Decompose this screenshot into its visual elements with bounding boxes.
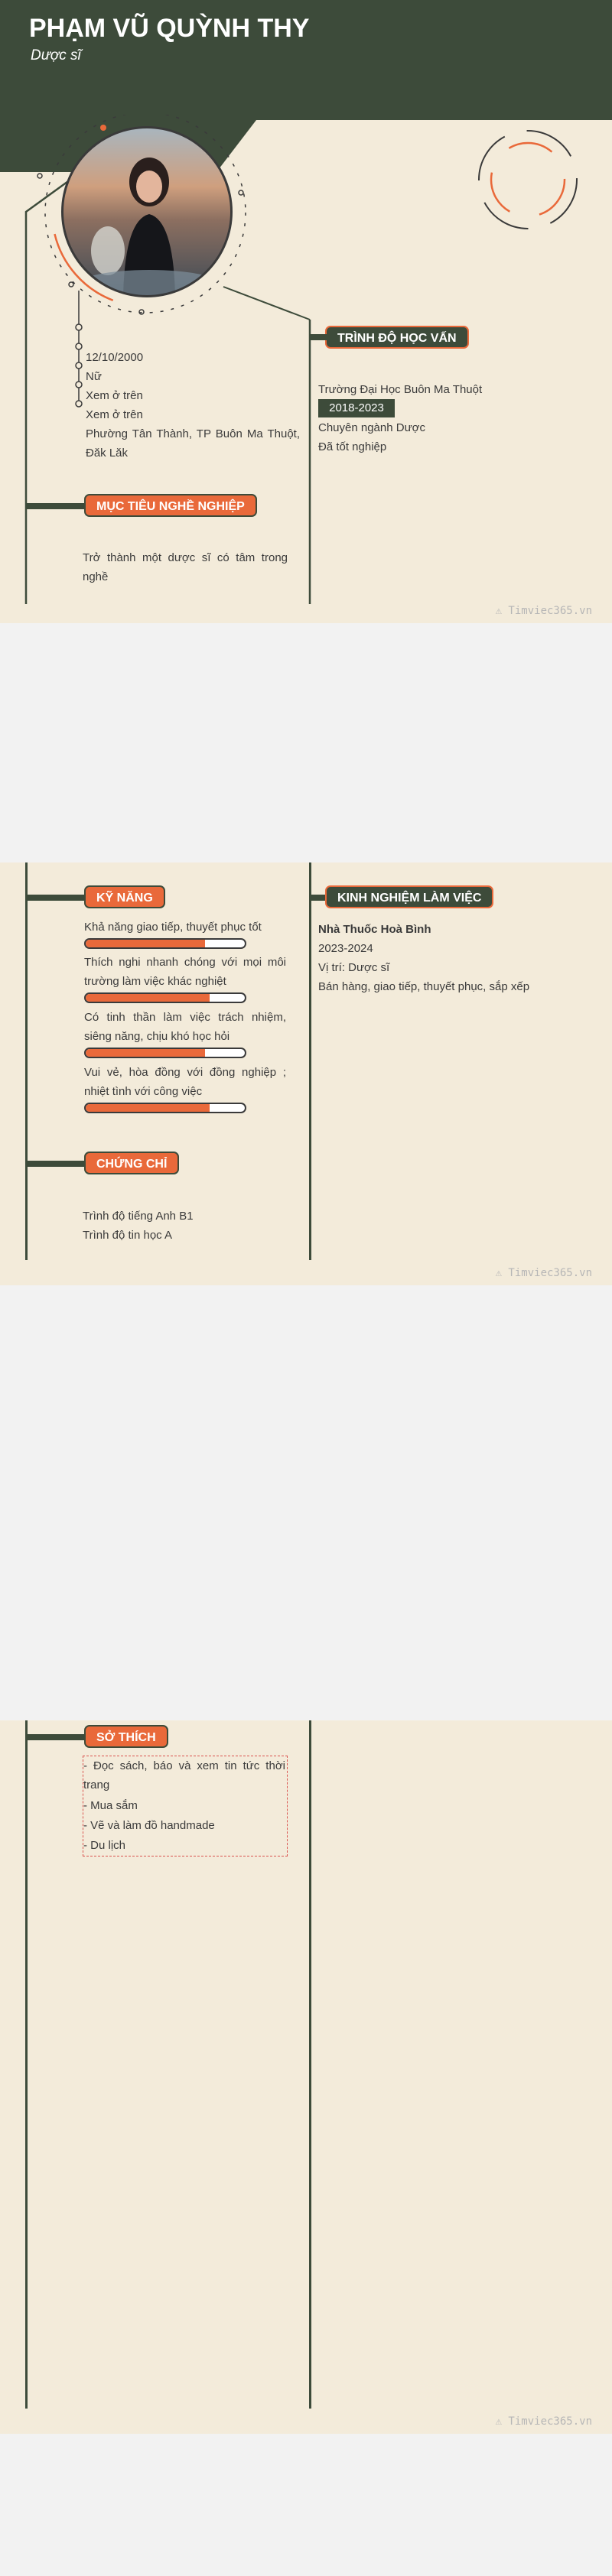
objective-text: Trở thành một dược sĩ có tâm trong nghề [83,551,288,583]
watermark: ⚠ Timviec365.vn [495,605,592,617]
address-value: Phường Tân Thành, TP Buôn Ma Thuột, Đăk Lăk [86,427,300,460]
skill-level-fill [86,940,205,947]
section-connector [26,895,87,901]
section-connector [26,503,87,509]
experience-period: 2023-2024 [318,942,373,955]
skill-level-bar [84,938,246,949]
hobby-item: - Mua sắm [83,1799,138,1812]
skill-level-bar [84,992,246,1003]
experience-position: Vị trí: Dược sĩ [318,961,390,974]
portrait-illustration [63,128,233,297]
watermark: ⚠ Timviec365.vn [495,1267,592,1279]
email-value: Xem ở trên [86,408,143,421]
timeline-line-left [25,1720,28,2409]
hobbies-box [83,1756,288,1856]
candidate-title: Dược sĩ [31,47,81,63]
certificates-heading: CHỨNG CHỈ [84,1152,179,1174]
hobby-item: - Du lịch [83,1839,126,1852]
section-connector [310,334,327,340]
cv-page-3 [0,1720,612,2434]
section-connector [26,1161,87,1167]
hobby-item: - Vẽ và làm đồ handmade [83,1819,215,1832]
certificate-item: Trình độ tin học A [83,1229,173,1242]
education-school: Trường Đại Học Buôn Ma Thuột [318,383,483,396]
skill-item-text: Thích nghi nhanh chóng với mọi môi trường làm việc khác nghiệt [84,956,286,988]
skill-level-fill [86,1049,205,1057]
education-heading: TRÌNH ĐỘ HỌC VẤN [325,326,469,349]
skill-level-bar [84,1048,246,1058]
experience-heading: KINH NGHIỆM LÀM VIỆC [325,885,493,908]
experience-description: Bán hàng, giao tiếp, thuyết phục, sắp xếp [318,980,530,993]
birthday-value: 12/10/2000 [86,351,144,364]
section-connector [26,1734,87,1740]
cv-page-2 [0,862,612,1285]
hobby-item: - Đọc sách, báo và xem tin tức thời trang [83,1759,285,1792]
objective-heading: MỤC TIÊU NGHỀ NGHIỆP [84,494,257,517]
phone-value: Xem ở trên [86,389,143,402]
skill-item-text: Khả năng giao tiếp, thuyết phục tốt [84,921,262,934]
skill-level-bar [84,1103,246,1113]
timeline-line-right [309,1720,311,2409]
candidate-name: PHẠM VŨ QUỲNH THY [29,14,310,43]
skill-item-text: Có tinh thần làm việc trách nhiệm, siêng năng, chịu khó học hỏi [84,1011,286,1043]
timeline-line-left [25,862,28,1260]
certificate-item: Trình độ tiếng Anh B1 [83,1210,194,1223]
section-connector [310,895,327,901]
skill-level-fill [86,994,210,1002]
education-period: 2018-2023 [318,399,395,417]
education-major: Chuyên ngành Dược [318,421,425,434]
skill-item-text: Vui vẻ, hòa đồng với đồng nghiệp ; nhiệt tình với công việc [84,1066,286,1098]
education-status: Đã tốt nghiệp [318,440,387,453]
cv-page-1 [0,0,612,623]
skills-heading: KỸ NĂNG [84,885,165,908]
gender-value: Nữ [86,370,102,383]
decorative-circles-icon [470,122,585,237]
watermark: ⚠ Timviec365.vn [495,2415,592,2428]
experience-company: Nhà Thuốc Hoà Bình [318,923,431,936]
skill-level-fill [86,1104,210,1112]
profile-photo [61,126,233,297]
timeline-line-right [309,862,311,1260]
hobbies-heading: SỞ THÍCH [84,1725,168,1748]
